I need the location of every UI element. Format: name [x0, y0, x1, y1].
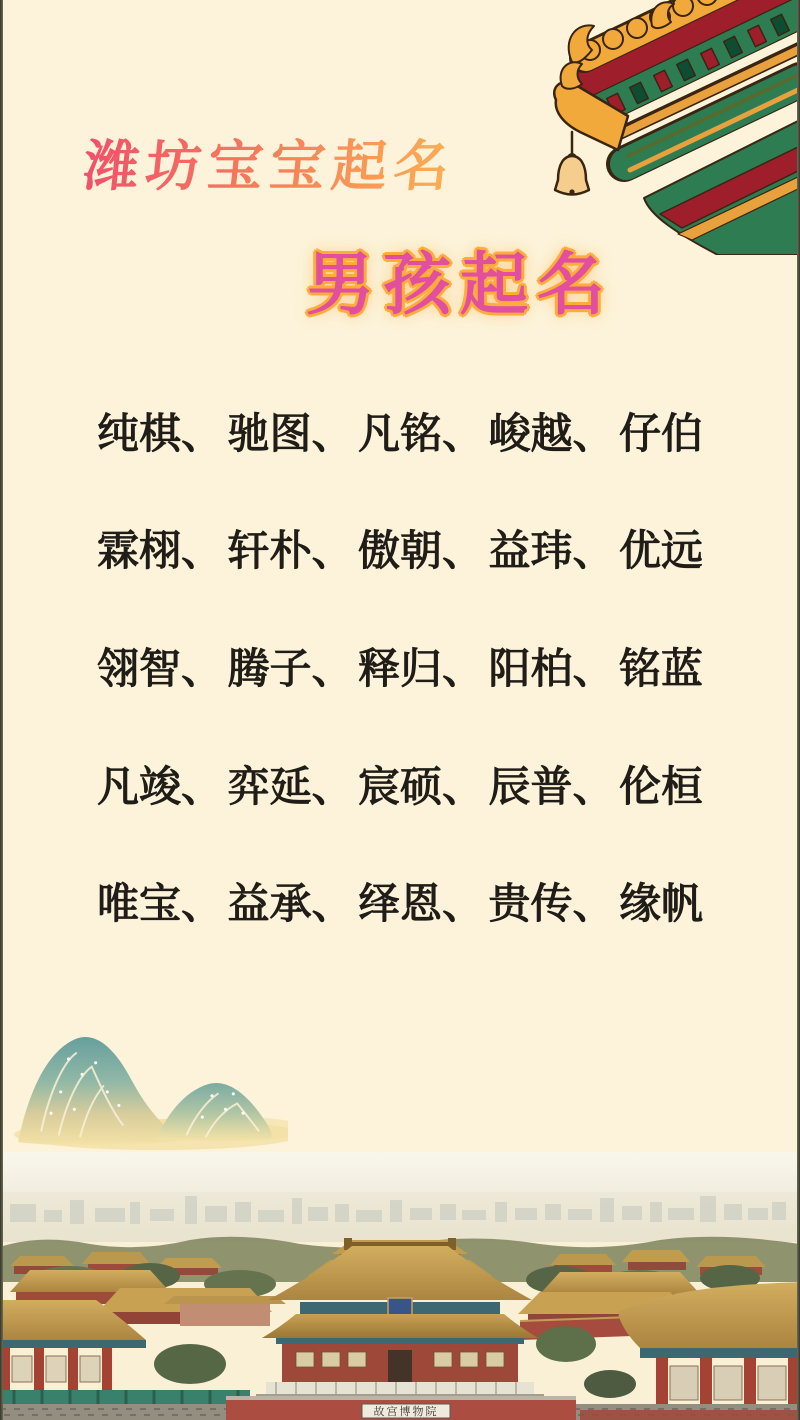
- name: 弈延: [227, 763, 312, 810]
- separator: 、: [181, 763, 224, 810]
- separator: 、: [572, 763, 615, 810]
- palace-plaque-text: 故宫博物院: [373, 1406, 439, 1418]
- name: 凡铭: [357, 410, 442, 457]
- separator: 、: [441, 763, 484, 810]
- name: 贵传: [488, 880, 573, 927]
- name: 仔伯: [618, 410, 703, 457]
- name: 霖栩: [97, 527, 182, 574]
- separator: 、: [441, 880, 484, 927]
- name: 翎智: [97, 645, 182, 692]
- page-title: 潍坊宝宝起名: [80, 135, 460, 197]
- name: 绎恩: [357, 880, 442, 927]
- wind-bell-icon: [555, 132, 589, 195]
- name-row: [97, 410, 703, 457]
- name: 阳柏: [488, 645, 573, 692]
- name: 傲朝: [357, 527, 442, 574]
- name-row: [97, 763, 703, 810]
- name: 宸硕: [357, 763, 442, 810]
- palace-eave-corner-illustration: [532, 0, 800, 255]
- separator: 、: [311, 410, 354, 457]
- separator: 、: [311, 645, 354, 692]
- name: 伦桓: [618, 763, 703, 810]
- name: 轩朴: [227, 527, 312, 574]
- name: 纯棋: [97, 410, 182, 457]
- name: 缘帆: [618, 880, 703, 927]
- separator: 、: [572, 527, 615, 574]
- name: 驰图: [227, 410, 312, 457]
- separator: 、: [311, 880, 354, 927]
- separator: 、: [181, 410, 224, 457]
- separator: 、: [181, 645, 224, 692]
- separator: 、: [311, 763, 354, 810]
- separator: 、: [311, 527, 354, 574]
- name: 腾子: [227, 645, 312, 692]
- separator: 、: [181, 527, 224, 574]
- separator: 、: [441, 410, 484, 457]
- forbidden-city-photo: [0, 1152, 800, 1420]
- frame-border-left: [0, 0, 3, 1420]
- name: 凡竣: [97, 763, 182, 810]
- name: 铭蓝: [618, 645, 703, 692]
- separator: 、: [572, 645, 615, 692]
- separator: 、: [441, 527, 484, 574]
- name: 释归: [357, 645, 442, 692]
- name: 峻越: [488, 410, 573, 457]
- separator: 、: [572, 410, 615, 457]
- name-row: [97, 527, 703, 574]
- name: 辰普: [488, 763, 573, 810]
- separator: 、: [181, 880, 224, 927]
- separator: 、: [441, 645, 484, 692]
- separator: 、: [572, 880, 615, 927]
- name-row: [97, 645, 703, 692]
- section-title: 男孩起名: [306, 247, 615, 323]
- name: 唯宝: [97, 880, 182, 927]
- name-row: [97, 880, 703, 927]
- name: 优远: [618, 527, 703, 574]
- mountain-illustration: [8, 1024, 288, 1152]
- name: 益承: [227, 880, 312, 927]
- name: 益玮: [488, 527, 573, 574]
